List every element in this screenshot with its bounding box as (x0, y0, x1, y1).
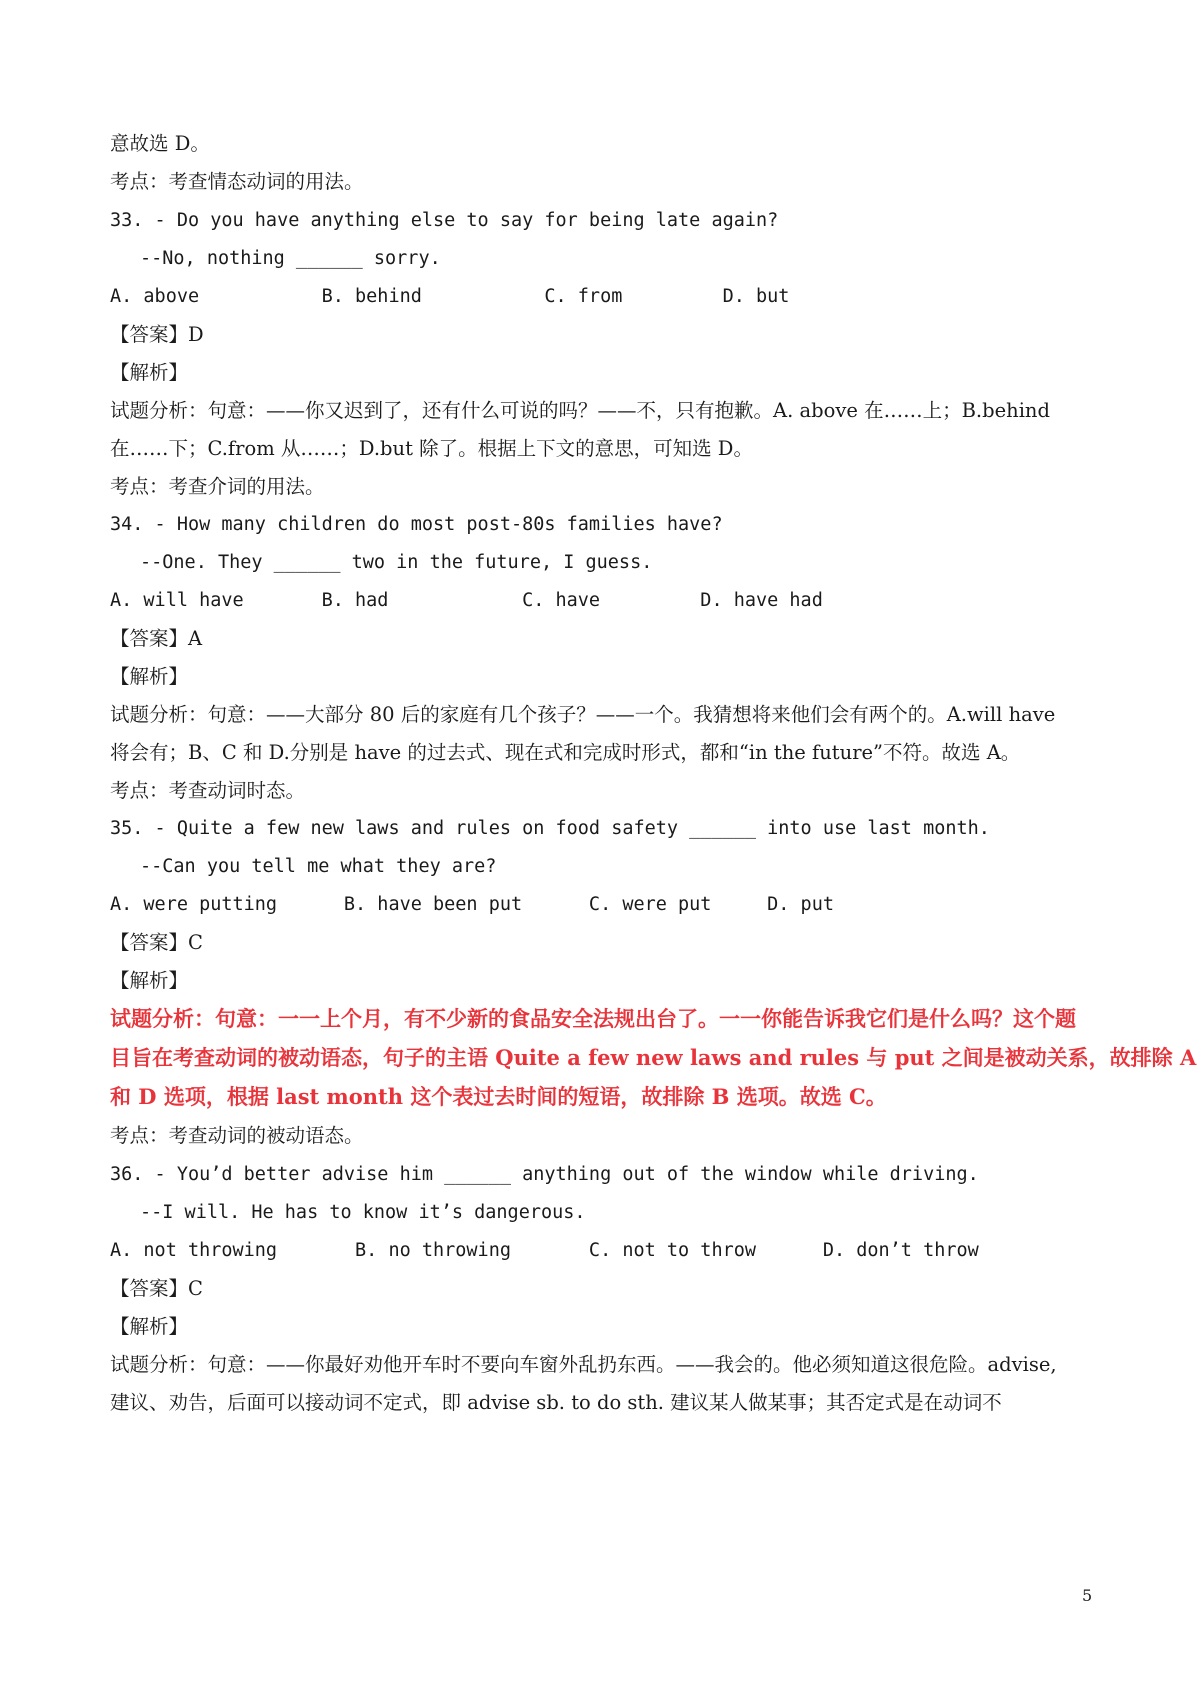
key-point: 考点：考查动词的被动语态。 (110, 1124, 364, 1147)
analysis-label: 【解析】 (110, 969, 189, 992)
analysis-text: 试题分析：句意：——大部分 80 后的家庭有几个孩子？——一个。我猜想将来他们会有两个的。A.will have (110, 703, 1056, 726)
analysis-text: 在……下；C.from 从……；D.but 除了。根据上下文的意思，可知选 D。 (110, 437, 753, 460)
question-36: 36. - You’d better advise him ______ anything out of the window while driving. (110, 1164, 979, 1185)
question-34: 34. - How many children do most post-80s families have? (110, 514, 723, 535)
analysis-label: 【解析】 (110, 1315, 189, 1338)
text-line: 意故选 D。 (110, 132, 210, 155)
analysis-text-highlighted: 目旨在考查动词的被动语态，句子的主语 Quite a few new laws and rules 与 put 之间是被动关系，故排除 A (110, 1045, 1197, 1070)
question-35: 35. - Quite a few new laws and rules on food safety ______ into use last month. (110, 818, 990, 839)
analysis-text: 试题分析：句意：——你又迟到了，还有什么可说的吗？——不，只有抱歉。A. above 在……上；B.behind (110, 399, 1050, 422)
question-35-reply: --Can you tell me what they are? (140, 856, 497, 877)
question-36-reply: --I will. He has to know it’s dangerous. (140, 1202, 586, 1223)
key-point: 考点：考查动词时态。 (110, 779, 306, 802)
analysis-label: 【解析】 (110, 361, 189, 384)
question-33: 33. - Do you have anything else to say for being late again? (110, 210, 779, 231)
answer-label: 【答案】D (110, 323, 204, 346)
answer-label: 【答案】C (110, 931, 203, 954)
answer-label: 【答案】A (110, 627, 203, 650)
question-33-options: A. above B. behind C. from D. but (110, 286, 790, 307)
answer-label: 【答案】C (110, 1277, 203, 1300)
question-34-options: A. will have B. had C. have D. have had (110, 590, 823, 611)
question-33-reply: --No, nothing ______ sorry. (140, 248, 441, 269)
key-point: 考点：考查介词的用法。 (110, 475, 325, 498)
question-34-reply: --One. They ______ two in the future, I guess. (140, 552, 653, 573)
question-36-options: A. not throwing B. no throwing C. not to throw D. don’t throw (110, 1240, 979, 1261)
text-line: 考点：考查情态动词的用法。 (110, 170, 364, 193)
analysis-text: 建议、劝告，后面可以接动词不定式，即 advise sb. to do sth. 建议某人做某事；其否定式是在动词不 (110, 1391, 1002, 1414)
page-number: 5 (1082, 1586, 1093, 1605)
analysis-text: 将会有；B、C 和 D.分别是 have 的过去式、现在式和完成时形式，都和“in the future”不符。故选 A。 (110, 741, 1021, 764)
analysis-text: 试题分析：句意：——你最好劝他开车时不要向车窗外乱扔东西。——我会的。他必须知道这很危险。advise, (110, 1353, 1057, 1376)
analysis-label: 【解析】 (110, 665, 189, 688)
question-35-options: A. were putting B. have been put C. were put D. put (110, 894, 834, 915)
analysis-text-highlighted: 试题分析：句意：一一上个月，有不少新的食品安全法规出台了。一一你能告诉我它们是什么吗？这个题 (110, 1006, 1076, 1031)
analysis-text-highlighted: 和 D 选项，根据 last month 这个表过去时间的短语，故排除 B 选项。故选 C。 (110, 1084, 887, 1109)
